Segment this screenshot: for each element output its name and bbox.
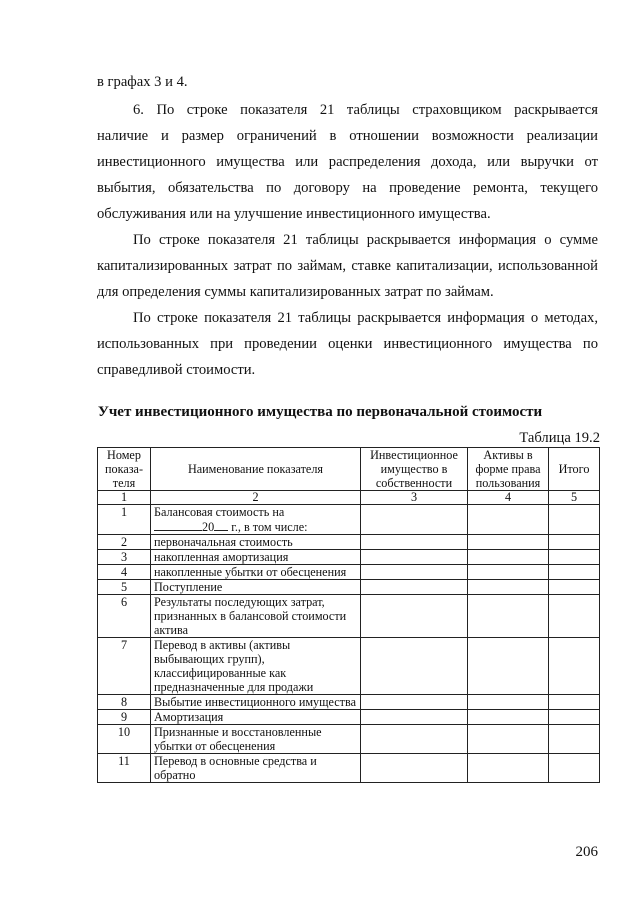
- table-row: [98, 595, 600, 638]
- cell-total: [549, 725, 600, 754]
- table-row: [98, 754, 600, 783]
- cell-total: [549, 710, 600, 725]
- cell-total: [549, 535, 600, 550]
- row-name: Амортизация: [151, 710, 361, 725]
- body-line: выбытия, обязательства по договору на проведение ремонта, текущего: [97, 180, 598, 196]
- body-line-paragraph-start: По строке показателя 21 таблицы раскрывается информация о методах,: [133, 310, 598, 326]
- cell-right-of-use: [468, 535, 549, 550]
- table-row: [98, 710, 600, 725]
- table-row: [98, 565, 600, 580]
- cell-owned-property: [361, 550, 468, 565]
- row-name-text: Балансовая стоимость на: [154, 505, 285, 519]
- row-number: 3: [98, 550, 151, 565]
- table-row: [98, 550, 600, 565]
- header-indicator-name: Наименование показателя: [151, 448, 361, 491]
- table-row: [98, 725, 600, 754]
- table-row: [98, 638, 600, 695]
- column-number: 2: [151, 491, 361, 505]
- header-right-of-use-assets: Активы в форме права пользования: [468, 448, 549, 491]
- column-number: 4: [468, 491, 549, 505]
- row-name: накопленные убытки от обесценения: [151, 565, 361, 580]
- row-number: 4: [98, 565, 151, 580]
- cell-total: [549, 638, 600, 695]
- table-row: [98, 535, 600, 550]
- cell-total: [549, 565, 600, 580]
- table-label: Таблица 19.2: [519, 430, 600, 446]
- body-line-continuation: в графах 3 и 4.: [97, 74, 188, 90]
- cell-owned-property: [361, 638, 468, 695]
- date-blank: [154, 519, 202, 531]
- page-number: 206: [575, 844, 598, 860]
- cell-owned-property: [361, 580, 468, 595]
- cell-total: [549, 595, 600, 638]
- row-name-text-continued: г., в том числе:: [231, 520, 308, 534]
- row-number: 5: [98, 580, 151, 595]
- cell-right-of-use: [468, 725, 549, 754]
- column-number-row: [98, 491, 600, 505]
- year-blank: [214, 519, 228, 531]
- cell-right-of-use: [468, 550, 549, 565]
- row-number: 10: [98, 725, 151, 754]
- cell-owned-property: [361, 595, 468, 638]
- row-name: Выбытие инвестиционного имущества: [151, 695, 361, 710]
- column-number: 5: [549, 491, 600, 505]
- header-indicator-number: Номер показа-теля: [98, 448, 151, 491]
- row-name: [151, 505, 361, 535]
- table-row: [98, 695, 600, 710]
- cell-right-of-use: [468, 695, 549, 710]
- row-number: 8: [98, 695, 151, 710]
- table-row: [98, 505, 600, 535]
- row-name: Признанные и восстановленные убытки от обесценения: [151, 725, 361, 754]
- row-number: 11: [98, 754, 151, 783]
- row-name: Перевод в активы (активы выбывающих групп), классифицированные как предназначенные для продажи: [151, 638, 361, 695]
- row-name: Поступление: [151, 580, 361, 595]
- cell-owned-property: [361, 754, 468, 783]
- cell-right-of-use: [468, 505, 549, 535]
- header-total: Итого: [549, 448, 600, 491]
- row-name: Результаты последующих затрат, признанных в балансовой стоимости актива: [151, 595, 361, 638]
- cell-right-of-use: [468, 638, 549, 695]
- body-line: обслуживания или на улучшение инвестиционного имущества.: [97, 206, 491, 222]
- body-line: капитализированных затрат по займам, ставке капитализации, использованной: [97, 258, 598, 274]
- body-line: инвестиционного имущества или распределения дохода, или выручки от: [97, 154, 598, 170]
- column-number: 1: [98, 491, 151, 505]
- cell-owned-property: [361, 725, 468, 754]
- row-name: Перевод в основные средства и обратно: [151, 754, 361, 783]
- body-line: справедливой стоимости.: [97, 362, 256, 378]
- table-heading: Учет инвестиционного имущества по первоначальной стоимости: [97, 404, 543, 420]
- row-number: 1: [98, 505, 151, 535]
- cell-right-of-use: [468, 580, 549, 595]
- table-header-row: [98, 448, 600, 491]
- body-line-paragraph-start: По строке показателя 21 таблицы раскрывается информация о сумме: [133, 232, 598, 248]
- investment-property-table: [97, 447, 600, 783]
- cell-owned-property: [361, 710, 468, 725]
- row-number: 2: [98, 535, 151, 550]
- body-line: наличие и размер ограничений в отношении возможности реализации: [97, 128, 598, 144]
- cell-right-of-use: [468, 754, 549, 783]
- cell-right-of-use: [468, 710, 549, 725]
- body-line-paragraph-6-start: 6. По строке показателя 21 таблицы страховщиком раскрывается: [133, 102, 598, 118]
- table-body-rows: [98, 535, 600, 783]
- year-prefix: 20: [202, 520, 215, 534]
- body-line: использованных при проведении оценки инвестиционного имущества по: [97, 336, 598, 352]
- row-name: накопленная амортизация: [151, 550, 361, 565]
- cell-total: [549, 505, 600, 535]
- column-number: 3: [361, 491, 468, 505]
- body-line: для определения суммы капитализированных затрат по займам.: [97, 284, 494, 300]
- header-owned-property: Инвестиционное имущество в собственности: [361, 448, 468, 491]
- cell-total: [549, 580, 600, 595]
- cell-owned-property: [361, 565, 468, 580]
- row-number: 6: [98, 595, 151, 638]
- cell-total: [549, 550, 600, 565]
- cell-total: [549, 754, 600, 783]
- row-name: первоначальная стоимость: [151, 535, 361, 550]
- row-number: 9: [98, 710, 151, 725]
- cell-owned-property: [361, 535, 468, 550]
- cell-right-of-use: [468, 565, 549, 580]
- cell-owned-property: [361, 505, 468, 535]
- table-row: [98, 580, 600, 595]
- cell-total: [549, 695, 600, 710]
- cell-right-of-use: [468, 595, 549, 638]
- row-number: 7: [98, 638, 151, 695]
- cell-owned-property: [361, 695, 468, 710]
